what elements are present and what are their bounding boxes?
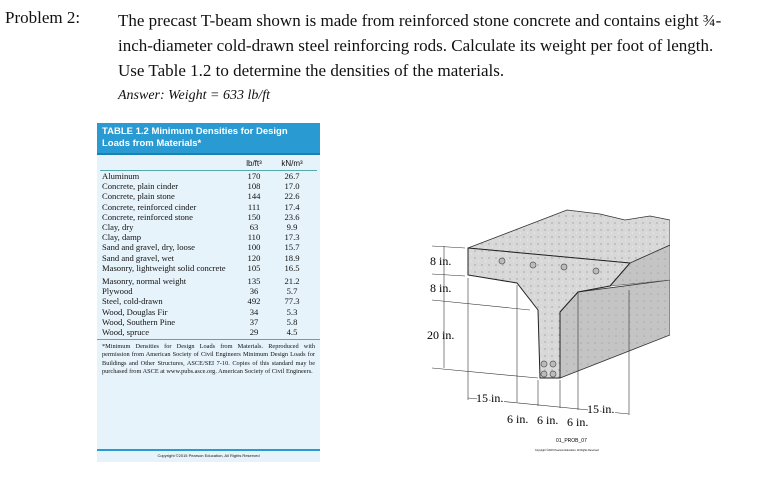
density-kn: 5.8 xyxy=(286,316,298,327)
material-name: Steel, cold-drawn xyxy=(102,296,163,307)
table-row xyxy=(97,317,320,327)
density-lb: 34 xyxy=(249,306,259,317)
table-row xyxy=(97,296,320,306)
table-row xyxy=(97,171,320,181)
table-row xyxy=(97,232,320,242)
dim-left: 15 in. xyxy=(476,391,504,405)
material-name: Concrete, reinforced cinder xyxy=(102,201,197,212)
density-lb: 120 xyxy=(247,252,261,263)
density-kn: 5.7 xyxy=(286,286,298,297)
density-kn: 5.3 xyxy=(286,306,298,317)
col-kn: kN/m³ xyxy=(281,159,303,168)
table-row xyxy=(97,276,320,286)
density-lb: 110 xyxy=(247,232,261,243)
dim-w2: 6 in. xyxy=(537,413,559,427)
density-kn: 21.2 xyxy=(284,276,300,287)
density-kn: 77.3 xyxy=(284,296,300,307)
table-title: TABLE 1.2 Minimum Densities for Design Loads from Materials* xyxy=(97,123,320,155)
density-table xyxy=(97,123,320,462)
density-kn: 15.7 xyxy=(284,242,300,253)
density-lb: 170 xyxy=(247,171,261,181)
material-name: Wood, spruce xyxy=(102,327,150,338)
table-header xyxy=(100,155,317,171)
material-name: Clay, dry xyxy=(102,222,134,233)
table-row xyxy=(97,222,320,232)
density-kn: 18.9 xyxy=(284,252,300,263)
dim-web: 20 in. xyxy=(427,328,455,342)
density-lb: 108 xyxy=(247,181,261,192)
problem-text: The precast T-beam shown is made from reinforced stone concrete and contains eight ¾-inch-diameter cold-drawn steel reinforcing rods. Calculate its weight per foot of length. Use Table 1.2 to determine the densities of the materials. xyxy=(118,11,722,80)
dim-w1: 6 in. xyxy=(507,412,529,426)
table-body xyxy=(97,171,320,337)
density-kn: 17.0 xyxy=(284,181,300,192)
dim-flange: 8 in. xyxy=(430,254,452,268)
table-row xyxy=(97,307,320,317)
table-row xyxy=(97,263,320,273)
density-lb: 29 xyxy=(249,327,259,338)
t-beam-figure xyxy=(410,130,670,460)
material-name: Masonry, normal weight xyxy=(102,276,187,287)
answer: Answer: Weight = 633 lb/ft xyxy=(118,88,271,103)
col-lb: lb/ft³ xyxy=(246,159,262,168)
dim-haunch: 8 in. xyxy=(430,281,452,295)
density-lb: 63 xyxy=(249,222,259,233)
density-lb: 144 xyxy=(247,191,261,202)
density-lb: 105 xyxy=(247,262,261,273)
density-kn: 17.4 xyxy=(284,201,300,212)
table-row xyxy=(97,327,320,337)
table-copyright: Copyright ©2015 Pearson Education, All Rights Reserved xyxy=(157,453,260,458)
figure-caption: 01_PROB_07 xyxy=(556,438,587,444)
material-name: Plywood xyxy=(102,286,133,297)
density-lb: 111 xyxy=(247,201,261,212)
table-row xyxy=(97,181,320,191)
beam-side-face xyxy=(560,280,670,378)
table-row xyxy=(97,286,320,296)
table-row xyxy=(97,253,320,263)
density-lb: 150 xyxy=(247,211,261,222)
material-name: Wood, Douglas Fir xyxy=(102,306,168,317)
table-row xyxy=(97,202,320,212)
material-name: Concrete, plain stone xyxy=(102,191,175,202)
material-name: Clay, damp xyxy=(102,232,142,243)
density-lb: 36 xyxy=(249,286,259,297)
density-kn: 26.7 xyxy=(284,171,300,181)
density-kn: 22.6 xyxy=(284,191,300,202)
density-lb: 492 xyxy=(247,296,261,307)
density-lb: 100 xyxy=(247,242,261,253)
density-kn: 4.5 xyxy=(286,327,298,338)
dim-w3: 6 in. xyxy=(567,415,589,429)
table-row xyxy=(97,242,320,252)
density-kn: 9.9 xyxy=(286,222,298,233)
material-name: Sand and gravel, wet xyxy=(102,252,175,263)
density-kn: 16.5 xyxy=(284,262,300,273)
material-name: Aluminum xyxy=(102,171,140,181)
material-name: Wood, Southern Pine xyxy=(102,316,176,327)
table-row xyxy=(97,212,320,222)
density-kn: 23.6 xyxy=(284,211,300,222)
table-footnote: *Minimum Densities for Design Loads from Materials. Reproduced with permission from American Society of Civil Engineers Minimum Design Loads for Buildings and Other Structures, ASCE/SEI 7-10. Copies of this standard may be purchased from ASCE at www.pubs.asce.org. American Society of Civil Engineers. xyxy=(97,339,320,379)
material-name: Concrete, plain cinder xyxy=(102,181,179,192)
material-name: Sand and gravel, dry, loose xyxy=(102,242,195,253)
density-lb: 37 xyxy=(249,316,259,327)
figure-copyright: Copyright ©2015 Pearson Education, All Rights Reserved xyxy=(535,449,599,452)
density-lb: 135 xyxy=(247,276,261,287)
material-name: Masonry, lightweight solid concrete xyxy=(102,262,226,273)
density-kn: 17.3 xyxy=(284,232,300,243)
table-row xyxy=(97,191,320,201)
problem-label: Problem 2: xyxy=(5,8,81,27)
table-bottom-rule xyxy=(97,449,320,451)
material-name: Concrete, reinforced stone xyxy=(102,211,193,222)
dim-right: 15 in. xyxy=(587,402,615,416)
